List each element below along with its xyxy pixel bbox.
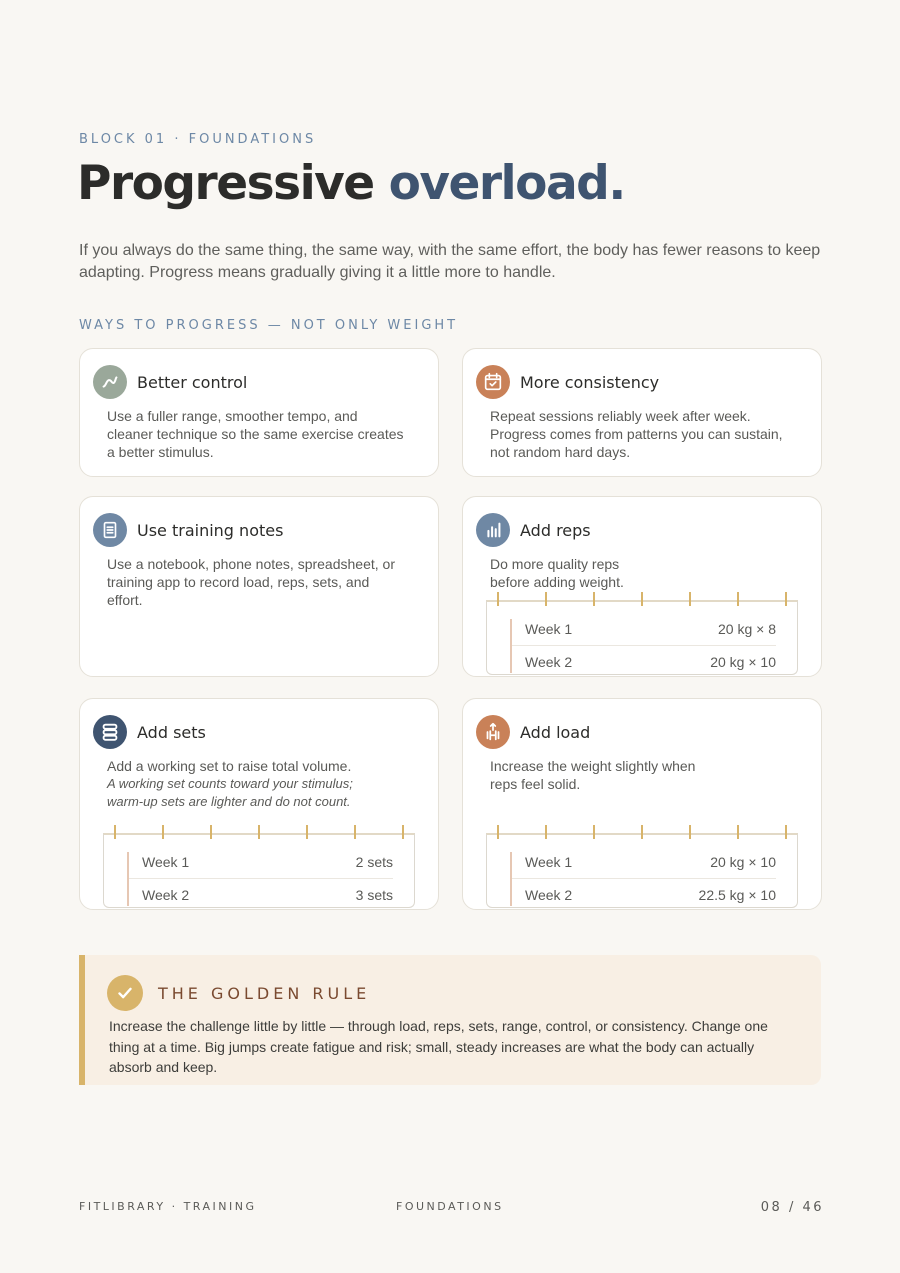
footer-center: FOUNDATIONS	[396, 1200, 504, 1213]
card-body: Add a working set to raise total volume.	[107, 758, 352, 774]
title-main: Progressive	[77, 156, 374, 211]
card-add-sets	[79, 698, 439, 910]
intro-paragraph: If you always do the same thing, the same way, with the same effort, the body has fewer reasons to keep adapting. Progress means gradually giving it a little more to handle.	[79, 242, 821, 281]
golden-rule-callout	[79, 955, 821, 1085]
page-number: 08 / 46	[760, 1200, 824, 1215]
dumbbell-up-icon	[476, 715, 510, 749]
card-title: Add reps	[520, 520, 591, 540]
bar-chart-icon	[476, 513, 510, 547]
stack-icon	[93, 715, 127, 749]
card-title: Add load	[520, 722, 591, 742]
notebook-icon	[93, 513, 127, 547]
title-accent: overload.	[388, 156, 625, 211]
card-more-consistency	[462, 348, 822, 477]
card-body: Use a notebook, phone notes, spreadsheet, or training app to record load, reps, sets, and effort.	[107, 556, 395, 608]
block-eyebrow: BLOCK 01 · FOUNDATIONS	[79, 132, 317, 147]
calendar-check-icon	[476, 365, 510, 399]
card-body: Repeat sessions reliably week after week. Progress comes from patterns you can sustain, not random hard days.	[490, 408, 783, 460]
progress-log	[486, 600, 798, 675]
golden-rule-title: THE GOLDEN RULE	[158, 984, 371, 1003]
card-better-control	[79, 348, 439, 477]
wave-icon	[93, 365, 127, 399]
page-title	[77, 156, 625, 211]
card-add-reps	[462, 496, 822, 677]
log-row: Week 1 20 kg × 10	[512, 852, 776, 879]
progress-log	[103, 833, 415, 908]
check-icon	[107, 975, 143, 1011]
card-body: Do more quality reps before adding weight.	[490, 556, 624, 590]
card-body: Increase the weight slightly when reps feel solid.	[490, 758, 696, 792]
log-row: Week 2 3 sets	[142, 887, 393, 903]
card-note: A working set counts toward your stimulus; warm-up sets are lighter and do not count.	[107, 776, 353, 809]
progress-ticks	[497, 825, 787, 839]
card-add-load	[462, 698, 822, 910]
log-row: Week 2 20 kg × 10	[525, 654, 776, 670]
progress-ticks	[114, 825, 404, 839]
section-label: WAYS TO PROGRESS — NOT ONLY WEIGHT	[79, 318, 459, 333]
golden-rule-text: Increase the challenge little by little — through load, reps, sets, range, control, or consistency. Change one thing at a time. Big jumps create fatigue and risk; small, steady increases are what the body can actually absorb and keep.	[109, 1018, 768, 1075]
progress-log	[486, 833, 798, 908]
footer-left: FITLIBRARY · TRAINING	[79, 1200, 257, 1213]
card-title: More consistency	[520, 372, 660, 392]
progress-ticks	[497, 592, 787, 606]
card-training-notes	[79, 496, 439, 677]
log-row: Week 1 20 kg × 8	[512, 619, 776, 646]
log-row: Week 2 22.5 kg × 10	[525, 887, 776, 903]
card-title: Add sets	[137, 722, 206, 742]
card-body: Use a fuller range, smoother tempo, and cleaner technique so the same exercise creates a better stimulus.	[107, 408, 404, 460]
card-title: Use training notes	[137, 520, 284, 540]
log-row: Week 1 2 sets	[129, 852, 393, 879]
card-title: Better control	[137, 372, 248, 392]
